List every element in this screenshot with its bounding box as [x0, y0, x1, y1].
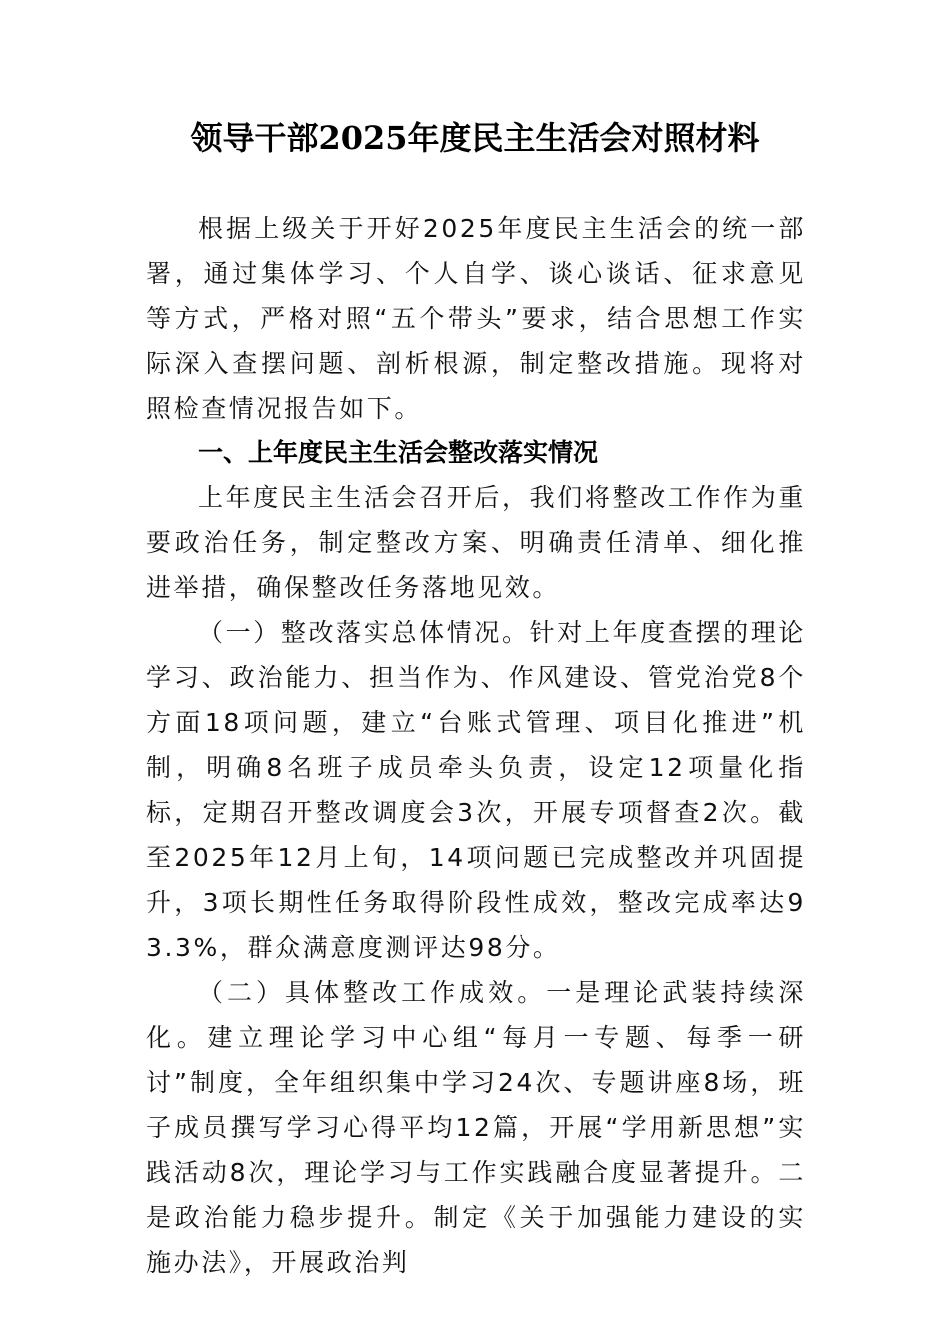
document-body: [146, 206, 806, 1285]
section-paragraph-2: [146, 610, 806, 970]
paragraph-text: 上年度民主生活会召开后，我们将整改工作作为重要政治任务，制定整改方案、明确责任清单、细化推进举措，确保整改任务落地见效。: [146, 483, 806, 602]
intro-paragraph: 根据上级关于开好2025年度民主生活会的统一部署，通过集体学习、个人自学、谈心谈话、征求意见等方式，严格对照“五个带头”要求，结合思想工作实际深入查摆问题、剖析根源，制定整改措施。现将对照检查情况报告如下。: [146, 214, 806, 423]
section-paragraph-1: [146, 475, 806, 610]
subheading-lead: （二）具体整改工作成效。: [198, 978, 547, 1007]
section-1: [146, 431, 806, 1285]
paragraph-text: 针对上年度查摆的理论学习、政治能力、担当作为、作风建设、管党治党8个方面18项问题，建立“台账式管理、项目化推进”机制，明确8名班子成员牵头负责，设定12项量化指标，定期召开整改调度会3次，开展专项督查2次。截至2025年12月上旬，14项问题已完成整改并巩固提升，3项长期性任务取得阶段性成效，整改完成率达93.3%，群众满意度测评达98分。: [146, 618, 806, 962]
section-paragraph-3: [146, 970, 806, 1285]
paragraph-text: 一是理论武装持续深化。建立理论学习中心组“每月一专题、每季一研讨”制度，全年组织集中学习24次、专题讲座8场，班子成员撰写学习心得平均12篇，开展“学用新思想”实践活动8次，理论学习与工作实践融合度显著提升。二是政治能力稳步提升。制定《关于加强能力建设的实施办法》，开展政治判: [146, 978, 807, 1277]
document-title: 领导干部2025年度民主生活会对照材料: [190, 119, 760, 157]
subheading-lead: （一）整改落实总体情况。: [198, 618, 530, 647]
section-heading: 一、上年度民主生活会整改落实情况: [198, 438, 599, 467]
